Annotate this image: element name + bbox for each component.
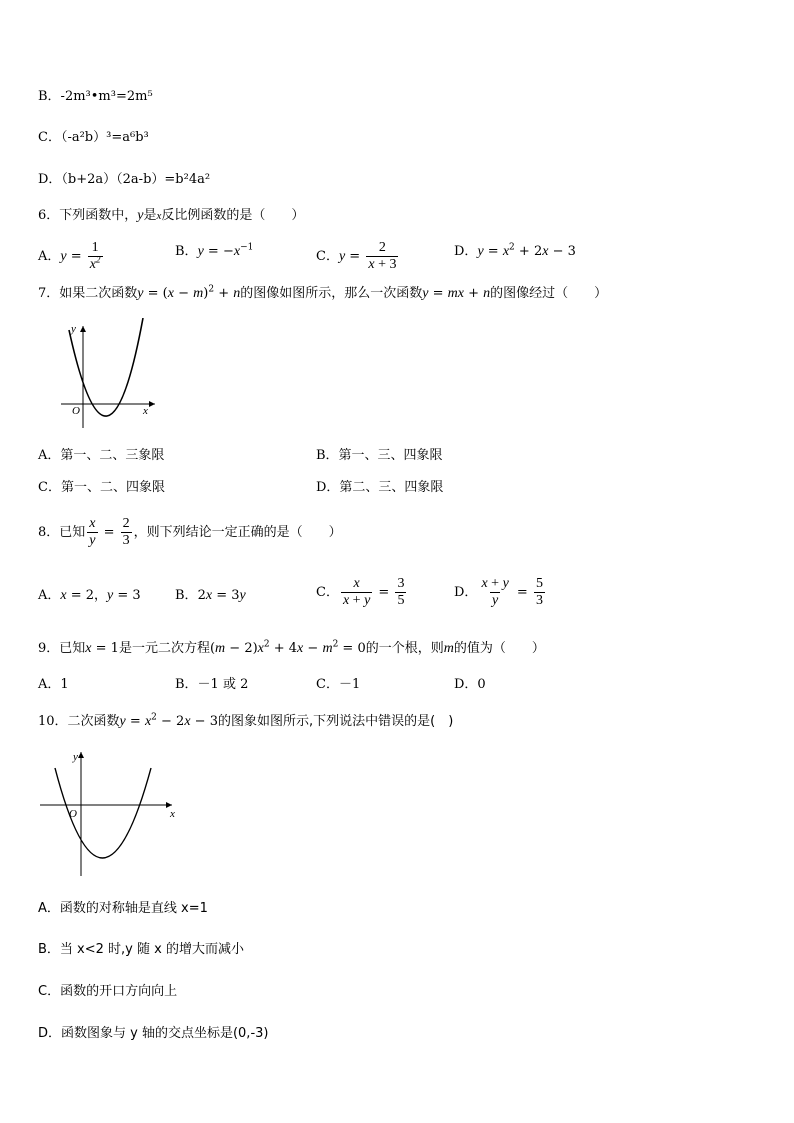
- q7-option-a: A．第一、二、三象限: [38, 448, 165, 463]
- q7-x-label: x: [143, 405, 148, 417]
- q7-y-label: y: [71, 323, 76, 335]
- q7-y-axis-arrow: [80, 326, 86, 332]
- q6-option-b: B．$y = -x^{-1}$: [175, 242, 254, 259]
- q7-option-b: B．第一、三、四象限: [316, 448, 443, 463]
- q9-option-d: D．0: [454, 677, 486, 692]
- q7-parabola-curve: [69, 318, 143, 416]
- q8-option-c: C． $\frac{x}{x + y}$ = $\frac{3}{5}$: [316, 576, 405, 608]
- q6-option-c: C．y = $\frac{2}{x + 3}$: [316, 240, 397, 272]
- q7-origin-label: O: [72, 405, 80, 417]
- q5-option-d: D．（b+2a）（2a-b）=b²4a²: [38, 172, 211, 187]
- q6-option-a: A．y = $\frac{1}{x^2}$: [38, 240, 101, 272]
- q7-x-axis-arrow: [149, 401, 155, 407]
- q10-y-axis-arrow: [78, 752, 84, 758]
- q7-option-c: C．第一、二、四象限: [38, 480, 165, 495]
- q10-x-label: x: [170, 808, 175, 820]
- q9-stem: 9．已知x = 1是一元二次方程$(m - 2)x^2 + 4x - m^2 = 0$的一个根，则m的值为（ ）: [38, 639, 545, 656]
- q9-option-b: B．－1 或 2: [175, 677, 249, 692]
- q7-stem: 7．如果二次函数$y = (x - m)^2 + n$的图像如图所示，那么一次函数y = mx + n的图像经过（ ）: [38, 284, 608, 301]
- q10-origin-label: O: [69, 808, 77, 820]
- q8-option-a: A．x = 2，y = 3: [38, 588, 141, 603]
- q9-option-a: A．1: [38, 677, 69, 692]
- q8-option-d: D． $\frac{x + y}{y}$ = $\frac{5}{3}$: [454, 576, 543, 608]
- q6-stem: 6．下列函数中，y是x反比例函数的是（ ）: [38, 208, 305, 223]
- q10-option-b: B．当 x<2 时,y 随 x 的增大而减小: [38, 942, 244, 957]
- q5-option-c: C．（-a²b）³=a⁶b³: [38, 130, 149, 145]
- q8-option-b: B．2x = 3y: [175, 588, 246, 603]
- q7-option-d: D．第二、三、四象限: [316, 480, 444, 495]
- q8-stem: 8．已知 $\frac{x}{y}$ = $\frac{2}{3}$ ，则下列结论一定正确的是（ ）: [38, 516, 342, 548]
- q10-y-label: y: [73, 751, 78, 763]
- q9-option-c: C．－1: [316, 677, 361, 692]
- q10-stem: 10．二次函数$y = x^2 - 2x - 3$的图象如图所示,下列说法中错误的是( ): [38, 712, 454, 729]
- q10-parabola-graph: [36, 748, 181, 880]
- q10-option-a: A．函数的对称轴是直线 x=1: [38, 901, 208, 916]
- q7-parabola-graph: [55, 318, 165, 430]
- q5-option-b: B．-2m³•m³=2m⁵: [38, 89, 153, 104]
- q6-option-d: D．$y = x^2 + 2x - 3$: [454, 242, 576, 259]
- q10-option-c: C．函数的开口方向向上: [38, 984, 178, 999]
- q10-option-d: D．函数图象与 y 轴的交点坐标是(0,-3): [38, 1026, 269, 1041]
